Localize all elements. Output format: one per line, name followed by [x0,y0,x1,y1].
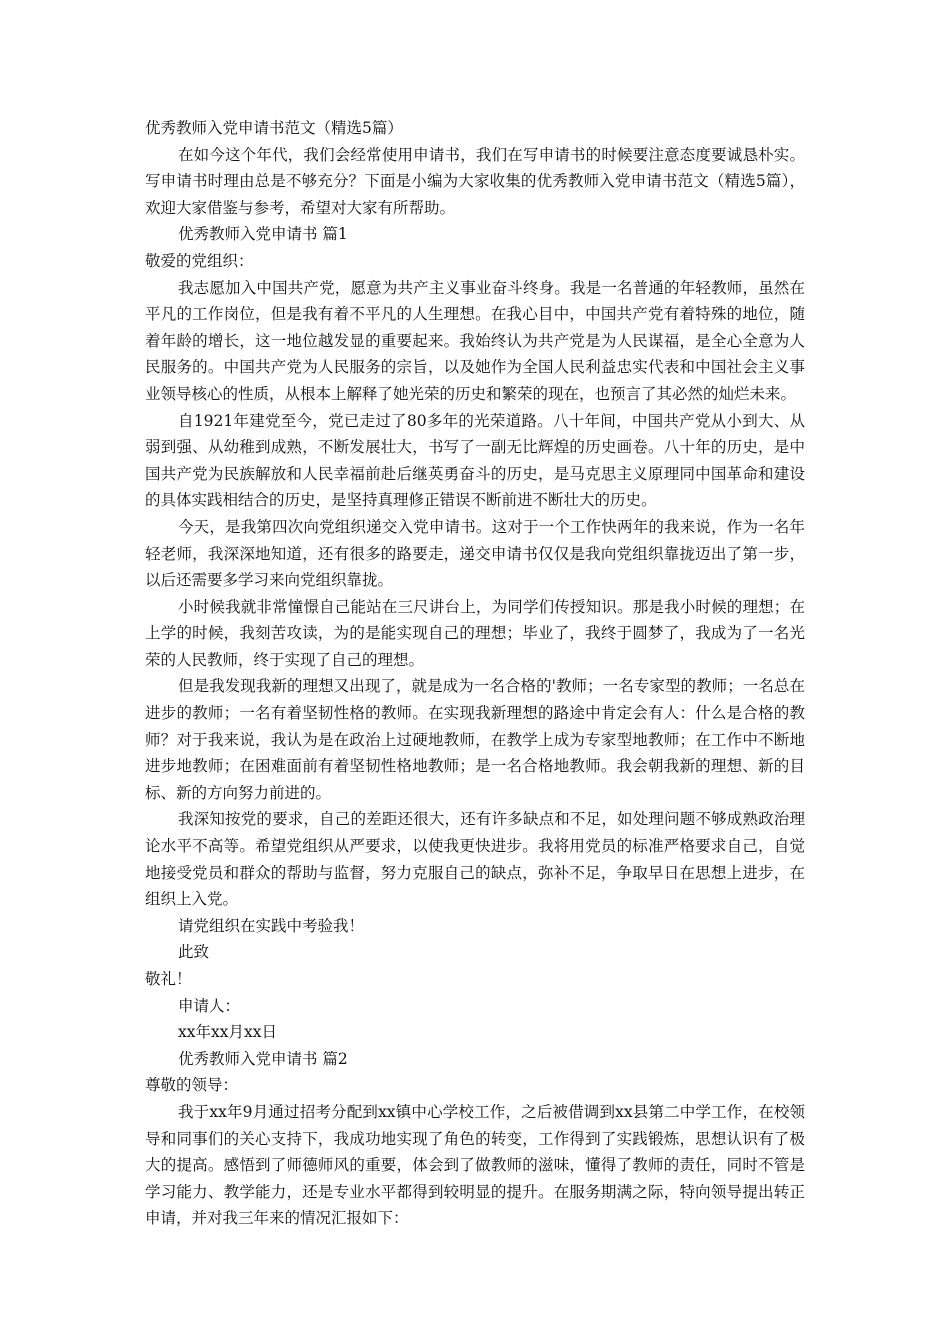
section-1-heading: 优秀教师入党申请书 篇1 [178,225,348,244]
section-1-paragraph: 自1921年建党至今，党已走过了80多年的光荣道路。八十年间，中国共产党从小到大、从弱到强、从幼稚到成熟，不断发展壮大，书写了一副无比辉煌的历史画卷。八十年的历史，是中国共产党为民族解放和人民幸福前赴后继英勇奋斗的历史，是马克思主义原理同中国革命和建设的具体实践相结合的历史，是坚持真理修正错误不断前进不断壮大的历史。 [145,411,805,510]
applicant-label: 申请人： [178,996,241,1015]
section-1-paragraph: 今天，是我第四次向党组织递交入党申请书。这对于一个工作快两年的我来说，作为一名年轻老师，我深深地知道，还有很多的路要走，递交申请书仅仅是我向党组织靠拢迈出了第一步，以后还需要多学习来向党组织靠拢。 [145,517,805,590]
section-1-paragraph: 小时候我就非常憧憬自己能站在三尺讲台上，为同学们传授知识。那是我小时候的理想；在上学的时候，我刻苦攻读，为的是能实现自己的理想；毕业了，我终于圆梦了，我成为了一名光荣的人民教师，终于实现了自己的理想。 [145,597,805,669]
document-title: 优秀教师入党申请书范文（精选5篇） [145,119,403,137]
section-1-paragraph: 请党组织在实践中考验我！ [178,916,365,935]
document-body [145,115,805,1232]
closing-jing-li: 敬礼！ [145,970,192,988]
intro-paragraph: 在如今这个年代，我们会经常使用申请书，我们在写申请书的时候要注意态度要诚恳朴实。写申请书时理由总是不够充分？下面是小编为大家收集的优秀教师入党申请书范文（精选5篇），欢迎大家借鉴与参考，希望对大家有所帮助。 [145,145,805,217]
section-1-salutation: 敬爱的党组织： [145,251,254,270]
section-2-salutation: 尊敬的领导： [145,1076,239,1095]
section-1-paragraph: 我深知按党的要求，自己的差距还很大，还有许多缺点和不足，如处理问题不够成熟政治理论水平不高等。希望党组织从严要求，以使我更快进步。我将用党员的标准严格要求自己，自觉地接受党员和群众的帮助与监督，努力克服自己的缺点，弥补不足，争取早日在思想上进步，在组织上入党。 [145,810,805,909]
section-1-paragraph: 我志愿加入中国共产党，愿意为共产主义事业奋斗终身。我是一名普通的年轻教师，虽然在平凡的工作岗位，但是我有着不平凡的人生理想。在我心目中，中国共产党有着特殊的地位，随着年龄的增长，这一地位越发显的重要起来。我始终认为共产党是为人民谋福，是全心全意为人民服务的。中国共产党为人民服务的宗旨，以及她作为全国人民利益忠实代表和中国社会主义事业领导核心的性质，从根本上解释了她光荣的历史和繁荣的现在，也预言了其必然的灿烂未来。 [145,278,805,403]
section-2-paragraph: 我于xx年9月通过招考分配到xx镇中心学校工作，之后被借调到xx县第二中学工作，在校领导和同事们的关心支持下，我成功地实现了角色的转变，工作得到了实践锻炼，思想认识有了极大的提高。感悟到了师德师风的重要，体会到了做教师的滋味，懂得了教师的责任，同时不管是学习能力、教学能力，还是专业水平都得到较明显的提升。在服务期满之际，特向领导提出转正申请，并对我三年来的情况汇报如下： [145,1102,805,1228]
closing-ci-zhi: 此致 [178,943,210,962]
section-2-heading: 优秀教师入党申请书 篇2 [178,1049,348,1068]
signature-date: xx年xx月xx日 [178,1023,277,1042]
section-1-paragraph: 但是我发现我新的理想又出现了，就是成为一名合格的'教师；一名专家型的教师；一名总在进步的教师；一名有着坚韧性格的教师。在实现我新理想的路途中肯定会有人：什么是合格的教师？对于我来说，我认为是在政治上过硬地教师，在教学上成为专家型地教师；在工作中不断地进步地教师；在困难面前有着坚韧性格地教师；是一名合格地教师。我会朝我新的理想、新的目标、新的方向努力前进的。 [145,677,805,802]
